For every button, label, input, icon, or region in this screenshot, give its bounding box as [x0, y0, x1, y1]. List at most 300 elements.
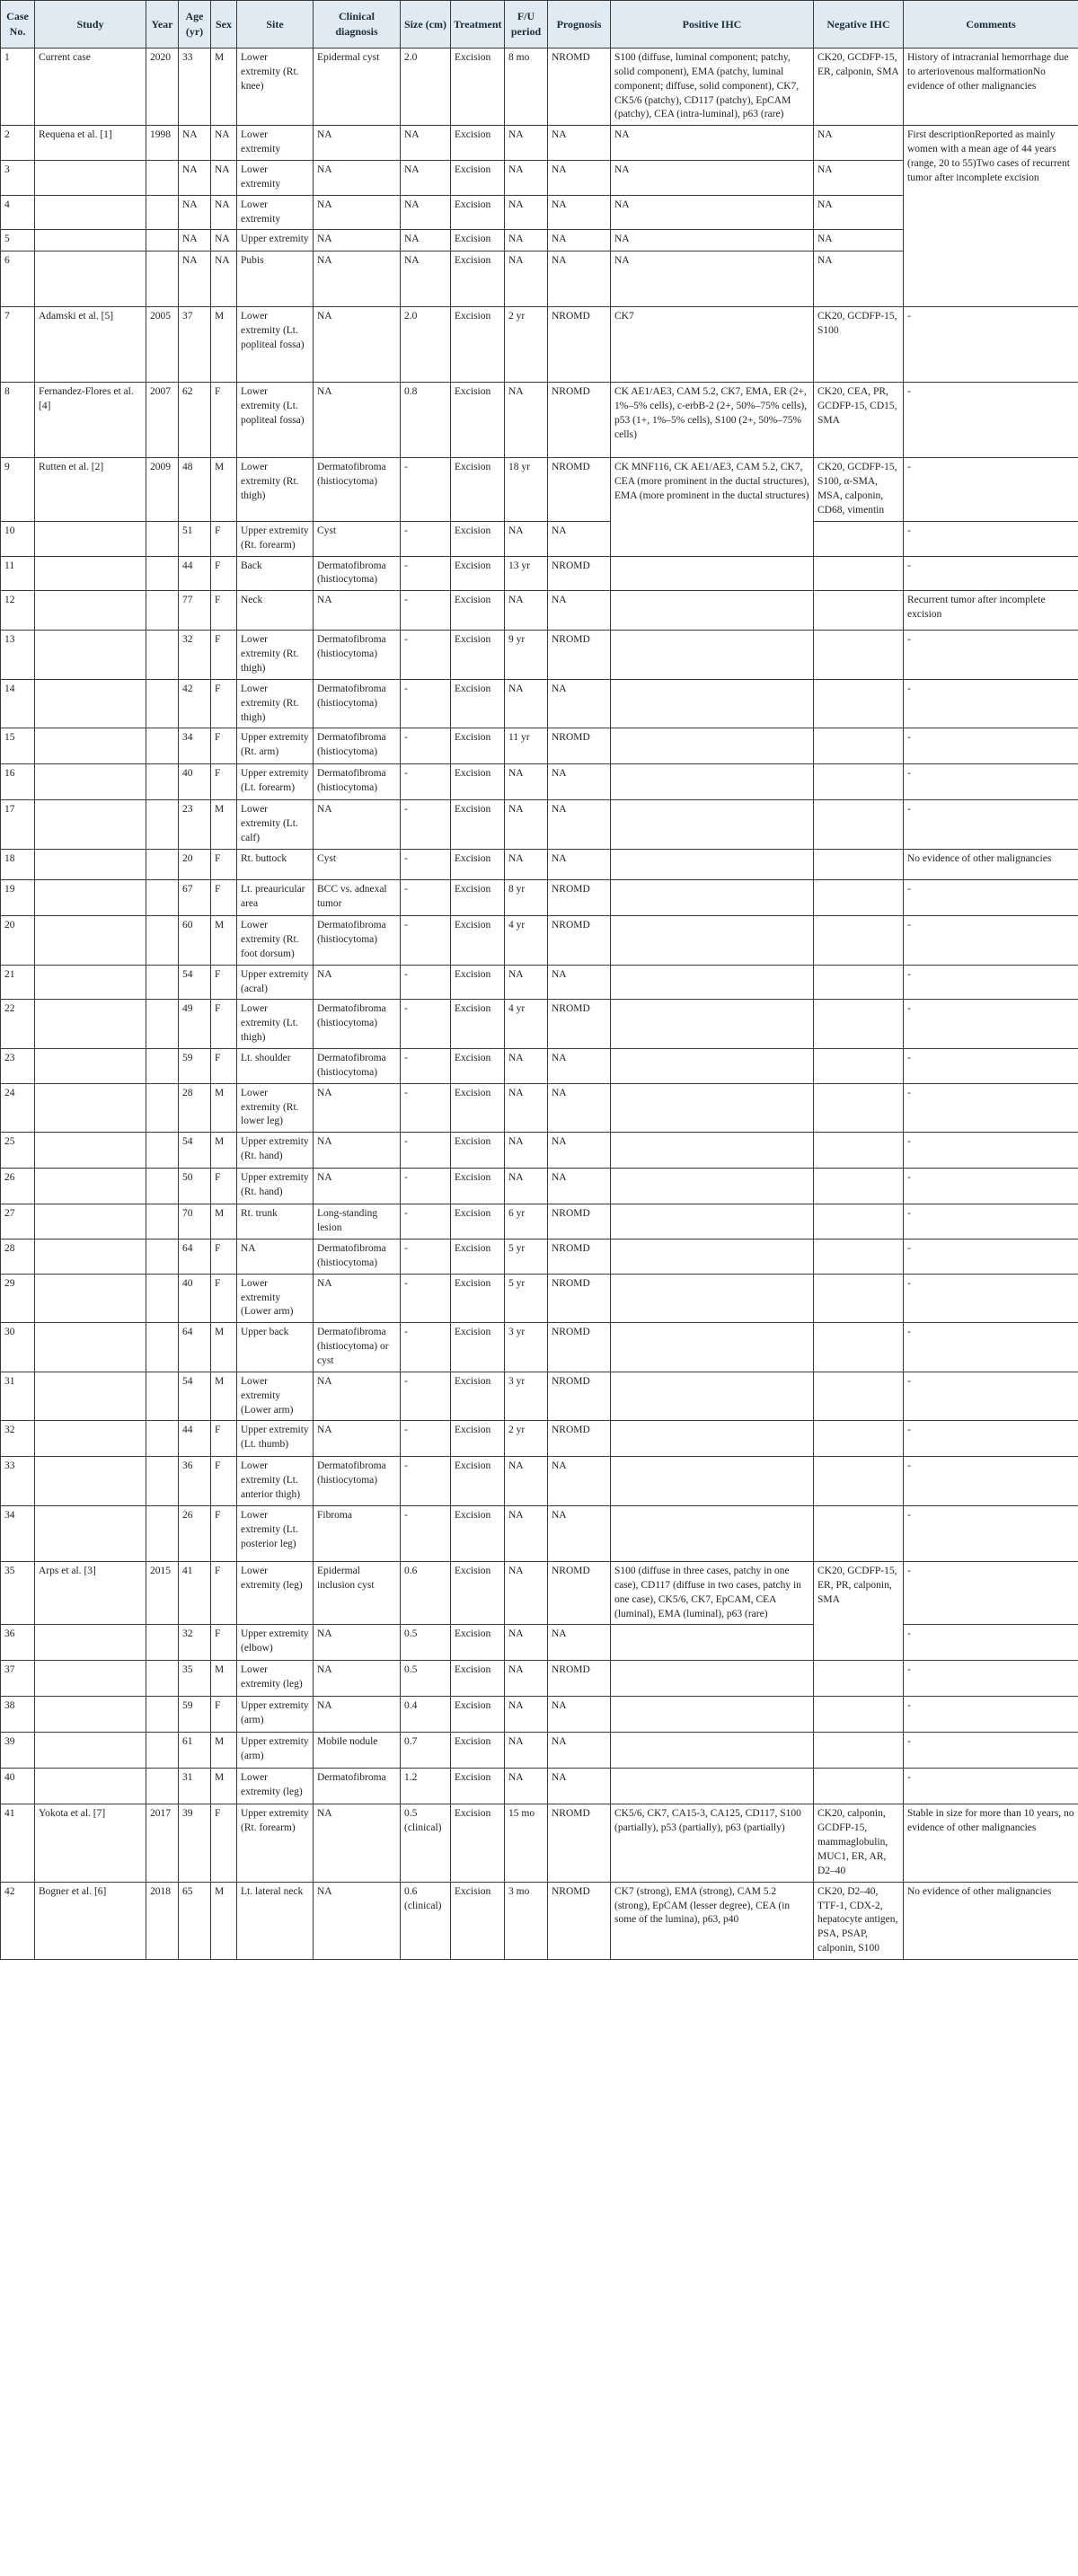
cell-sex: NA	[211, 161, 237, 196]
cell-age: 64	[179, 1323, 211, 1372]
cell-positive-ihc	[611, 1083, 814, 1133]
cell-treatment: Excision	[451, 1561, 505, 1624]
cell-study	[35, 965, 146, 1000]
cell-site: Lt. preauricular area	[237, 880, 314, 916]
cell-site: Lt. shoulder	[237, 1048, 314, 1083]
cell-age: 40	[179, 764, 211, 800]
cell-study	[35, 1239, 146, 1274]
cell-size: -	[401, 1274, 451, 1323]
cell-prognosis: NROMD	[548, 1204, 611, 1239]
cell-sex: M	[211, 1372, 237, 1421]
header-case-no: Case No.	[1, 1, 35, 49]
cell-fu-period: 11 yr	[505, 728, 548, 764]
cell-prognosis: NA	[548, 1133, 611, 1169]
cell-negative-ihc: NA	[814, 251, 904, 307]
cell-comments: -	[904, 916, 1078, 966]
table-row	[1, 591, 1078, 631]
cell-comments: -	[904, 1697, 1078, 1733]
cell-site: Rt. buttock	[237, 850, 314, 880]
header-row	[1, 1, 1078, 49]
cell-comments: -	[904, 521, 1078, 556]
cell-sex: M	[211, 1733, 237, 1769]
table-row	[1, 800, 1078, 850]
cell-study	[35, 1505, 146, 1561]
cell-fu-period: NA	[505, 230, 548, 251]
cell-prognosis: NROMD	[548, 916, 611, 966]
cell-clinical-diagnosis: NA	[314, 195, 401, 230]
cell-sex: F	[211, 679, 237, 728]
cell-negative-ihc	[814, 1323, 904, 1372]
cell-comments: -	[904, 1561, 1078, 1624]
cell-case-no: 34	[1, 1505, 35, 1561]
cell-case-no: 9	[1, 458, 35, 521]
cell-comments: -	[904, 556, 1078, 591]
cell-clinical-diagnosis: Epidermal inclusion cyst	[314, 1561, 401, 1624]
cell-positive-ihc: S100 (diffuse, luminal component; patchy, solid component), EMA (patchy, luminal component; diffuse, solid component), CK7, CK5/6 (patchy), CD117 (patchy), EpCAM (patchy), CEA (intra-luminal), p63 (rare)	[611, 49, 814, 126]
table-row	[1, 556, 1078, 591]
cell-negative-ihc	[814, 1769, 904, 1804]
cell-study	[35, 1204, 146, 1239]
cell-case-no: 37	[1, 1661, 35, 1697]
cell-study	[35, 1000, 146, 1049]
cell-fu-period: 2 yr	[505, 1421, 548, 1457]
cell-study	[35, 1169, 146, 1204]
cell-fu-period: NA	[505, 1133, 548, 1169]
cell-clinical-diagnosis: Cyst	[314, 850, 401, 880]
cell-site: Lower extremity	[237, 161, 314, 196]
cell-treatment: Excision	[451, 1697, 505, 1733]
cell-positive-ihc	[611, 1505, 814, 1561]
cell-treatment: Excision	[451, 307, 505, 383]
cell-site: Lower extremity	[237, 195, 314, 230]
cell-treatment: Excision	[451, 1083, 505, 1133]
cell-clinical-diagnosis: NA	[314, 1274, 401, 1323]
cell-treatment: Excision	[451, 1625, 505, 1661]
cell-prognosis: NROMD	[548, 458, 611, 521]
cell-negative-ihc	[814, 1697, 904, 1733]
table-row	[1, 728, 1078, 764]
cell-clinical-diagnosis: NA	[314, 1372, 401, 1421]
cell-size: 2.0	[401, 49, 451, 126]
cell-case-no: 11	[1, 556, 35, 591]
cell-year	[146, 1239, 179, 1274]
cell-age: 44	[179, 556, 211, 591]
cell-age: 23	[179, 800, 211, 850]
cell-comments: -	[904, 1048, 1078, 1083]
cell-treatment: Excision	[451, 1882, 505, 1959]
cell-clinical-diagnosis: Epidermal cyst	[314, 49, 401, 126]
cell-sex: F	[211, 728, 237, 764]
cell-fu-period: NA	[505, 850, 548, 880]
cell-clinical-diagnosis: NA	[314, 251, 401, 307]
cell-prognosis: NROMD	[548, 1323, 611, 1372]
cell-prognosis: NROMD	[548, 1274, 611, 1323]
cell-prognosis: NA	[548, 1083, 611, 1133]
cell-treatment: Excision	[451, 679, 505, 728]
cell-treatment: Excision	[451, 880, 505, 916]
cell-negative-ihc	[814, 1204, 904, 1239]
cell-clinical-diagnosis: NA	[314, 126, 401, 161]
cell-fu-period: NA	[505, 800, 548, 850]
cell-size: -	[401, 916, 451, 966]
cell-treatment: Excision	[451, 230, 505, 251]
cell-fu-period: NA	[505, 1661, 548, 1697]
cell-age: NA	[179, 126, 211, 161]
cell-prognosis: NROMD	[548, 383, 611, 458]
cell-treatment: Excision	[451, 161, 505, 196]
cell-age: NA	[179, 161, 211, 196]
cell-positive-ihc	[611, 1661, 814, 1697]
cell-treatment: Excision	[451, 916, 505, 966]
table-row	[1, 1661, 1078, 1697]
table-row	[1, 916, 1078, 966]
cell-treatment: Excision	[451, 764, 505, 800]
cell-sex: M	[211, 1083, 237, 1133]
cell-comments: -	[904, 1421, 1078, 1457]
table-row	[1, 521, 1078, 556]
cell-clinical-diagnosis: Dermatofibroma (histiocytoma)	[314, 728, 401, 764]
cell-fu-period: 13 yr	[505, 556, 548, 591]
cell-case-no: 27	[1, 1204, 35, 1239]
cell-negative-ihc: CK20, CEA, PR, GCDFP-15, CD15, SMA	[814, 383, 904, 458]
cell-positive-ihc	[611, 850, 814, 880]
cell-year	[146, 1697, 179, 1733]
cell-comments: -	[904, 1769, 1078, 1804]
cell-fu-period: 15 mo	[505, 1804, 548, 1882]
header-year: Year	[146, 1, 179, 49]
cell-site: NA	[237, 1239, 314, 1274]
cell-size: 0.7	[401, 1733, 451, 1769]
cell-case-no: 28	[1, 1239, 35, 1274]
cell-treatment: Excision	[451, 965, 505, 1000]
cell-comments: First descriptionReported as mainly women with a mean age of 44 years (range, 20 to 55)Two cases of recurrent tumor after incomplete excision	[904, 126, 1078, 307]
cell-age: 54	[179, 1372, 211, 1421]
cell-treatment: Excision	[451, 631, 505, 680]
cell-site: Lower extremity (Rt. thigh)	[237, 631, 314, 680]
cell-negative-ihc: CK20, D2–40, TTF-1, CDX-2, hepatocyte antigen, PSA, PSAP, calponin, S100	[814, 1882, 904, 1959]
cell-comments: -	[904, 965, 1078, 1000]
cell-comments: No evidence of other malignancies	[904, 1882, 1078, 1959]
table-row	[1, 1561, 1078, 1624]
cell-sex: F	[211, 1561, 237, 1624]
cell-fu-period: NA	[505, 965, 548, 1000]
cell-site: Upper extremity	[237, 230, 314, 251]
cell-treatment: Excision	[451, 383, 505, 458]
cell-fu-period: NA	[505, 1733, 548, 1769]
cell-study	[35, 1048, 146, 1083]
cell-comments: -	[904, 880, 1078, 916]
cell-site: Lower extremity (Lt. calf)	[237, 800, 314, 850]
cell-year	[146, 521, 179, 556]
cell-prognosis: NA	[548, 764, 611, 800]
table-row	[1, 383, 1078, 458]
cell-site: Neck	[237, 591, 314, 631]
cell-treatment: Excision	[451, 556, 505, 591]
cell-year	[146, 1323, 179, 1372]
cell-prognosis: NA	[548, 679, 611, 728]
cell-study	[35, 679, 146, 728]
cell-case-no: 1	[1, 49, 35, 126]
cell-study	[35, 1661, 146, 1697]
cell-year	[146, 880, 179, 916]
cell-positive-ihc	[611, 1697, 814, 1733]
cell-positive-ihc: CK7	[611, 307, 814, 383]
cell-study	[35, 251, 146, 307]
cell-case-no: 12	[1, 591, 35, 631]
cell-fu-period: NA	[505, 251, 548, 307]
cell-treatment: Excision	[451, 1000, 505, 1049]
cell-year	[146, 251, 179, 307]
cell-prognosis: NA	[548, 161, 611, 196]
cell-clinical-diagnosis: Dermatofibroma (histiocytoma)	[314, 556, 401, 591]
cell-case-no: 38	[1, 1697, 35, 1733]
cell-study	[35, 1083, 146, 1133]
cell-fu-period: NA	[505, 161, 548, 196]
cell-positive-ihc	[611, 1169, 814, 1204]
cell-fu-period: NA	[505, 1083, 548, 1133]
cell-case-no: 25	[1, 1133, 35, 1169]
cell-study	[35, 916, 146, 966]
cell-fu-period: NA	[505, 1048, 548, 1083]
table-row	[1, 126, 1078, 161]
cell-size: 0.4	[401, 1697, 451, 1733]
cell-positive-ihc	[611, 631, 814, 680]
header-negative-ihc: Negative IHC	[814, 1, 904, 49]
cell-comments: -	[904, 1457, 1078, 1506]
cell-sex: F	[211, 1697, 237, 1733]
cell-prognosis: NA	[548, 1457, 611, 1506]
cell-year	[146, 631, 179, 680]
cell-fu-period: NA	[505, 1457, 548, 1506]
cell-prognosis: NROMD	[548, 1561, 611, 1624]
cell-size: 1.2	[401, 1769, 451, 1804]
cell-age: 32	[179, 1625, 211, 1661]
cell-year: 1998	[146, 126, 179, 161]
cell-positive-ihc: CK AE1/AE3, CAM 5.2, CK7, EMA, ER (2+, 1%–5% cells), c-erbB-2 (2+, 50%–75% cells), p53 (1+, 1%–5% cells), S100 (2+, 50%–75% cells)	[611, 383, 814, 458]
cell-clinical-diagnosis: Fibroma	[314, 1505, 401, 1561]
cell-treatment: Excision	[451, 1505, 505, 1561]
cell-treatment: Excision	[451, 458, 505, 521]
cell-study	[35, 1323, 146, 1372]
table-row	[1, 307, 1078, 383]
cell-age: 77	[179, 591, 211, 631]
cell-treatment: Excision	[451, 1323, 505, 1372]
cell-study: Bogner et al. [6]	[35, 1882, 146, 1959]
cell-study	[35, 230, 146, 251]
cell-case-no: 36	[1, 1625, 35, 1661]
cell-treatment: Excision	[451, 126, 505, 161]
cell-clinical-diagnosis: Dermatofibroma (histiocytoma)	[314, 631, 401, 680]
cell-treatment: Excision	[451, 251, 505, 307]
cell-negative-ihc: NA	[814, 161, 904, 196]
cell-clinical-diagnosis: Long-standing lesion	[314, 1204, 401, 1239]
cell-case-no: 14	[1, 679, 35, 728]
cell-clinical-diagnosis: NA	[314, 1804, 401, 1882]
cell-age: 41	[179, 1561, 211, 1624]
cell-clinical-diagnosis: NA	[314, 965, 401, 1000]
cell-positive-ihc	[611, 556, 814, 591]
cell-year: 2009	[146, 458, 179, 521]
cell-positive-ihc	[611, 1274, 814, 1323]
cell-clinical-diagnosis: Dermatofibroma (histiocytoma)	[314, 1457, 401, 1506]
cell-case-no: 17	[1, 800, 35, 850]
cell-size: -	[401, 631, 451, 680]
cell-positive-ihc	[611, 1000, 814, 1049]
cell-fu-period: 2 yr	[505, 307, 548, 383]
cell-comments: -	[904, 1625, 1078, 1661]
cell-size: -	[401, 458, 451, 521]
cell-case-no: 30	[1, 1323, 35, 1372]
cell-sex: F	[211, 521, 237, 556]
cell-sex: F	[211, 1804, 237, 1882]
cell-site: Lower extremity (Lt. anterior thigh)	[237, 1457, 314, 1506]
cell-negative-ihc	[814, 916, 904, 966]
cell-year	[146, 1505, 179, 1561]
cell-negative-ihc	[814, 1239, 904, 1274]
cell-treatment: Excision	[451, 1048, 505, 1083]
cell-prognosis: NROMD	[548, 1239, 611, 1274]
cell-clinical-diagnosis: NA	[314, 1697, 401, 1733]
header-age: Age (yr)	[179, 1, 211, 49]
cell-year	[146, 195, 179, 230]
cell-fu-period: 3 mo	[505, 1882, 548, 1959]
cell-sex: M	[211, 916, 237, 966]
cell-year	[146, 916, 179, 966]
table-row	[1, 458, 1078, 521]
cell-year: 2020	[146, 49, 179, 126]
cell-prognosis: NA	[548, 1048, 611, 1083]
cell-fu-period: NA	[505, 679, 548, 728]
cell-negative-ihc: NA	[814, 195, 904, 230]
cell-positive-ihc: NA	[611, 230, 814, 251]
cell-study	[35, 1372, 146, 1421]
table-row	[1, 631, 1078, 680]
cell-treatment: Excision	[451, 1804, 505, 1882]
cell-age: 31	[179, 1769, 211, 1804]
cell-study	[35, 631, 146, 680]
cell-sex: F	[211, 850, 237, 880]
cell-site: Lower extremity (Lt. popliteal fossa)	[237, 307, 314, 383]
cell-fu-period: 3 yr	[505, 1323, 548, 1372]
cell-clinical-diagnosis: Dermatofibroma (histiocytoma)	[314, 764, 401, 800]
cell-negative-ihc	[814, 1000, 904, 1049]
cell-prognosis: NA	[548, 965, 611, 1000]
cell-age: 62	[179, 383, 211, 458]
cell-treatment: Excision	[451, 195, 505, 230]
cell-treatment: Excision	[451, 1204, 505, 1239]
cell-sex: F	[211, 1421, 237, 1457]
cell-size: -	[401, 1421, 451, 1457]
cell-treatment: Excision	[451, 850, 505, 880]
table-row	[1, 679, 1078, 728]
cell-size: -	[401, 521, 451, 556]
cell-size: 0.5	[401, 1625, 451, 1661]
cell-negative-ihc	[814, 1457, 904, 1506]
table-row	[1, 1457, 1078, 1506]
cell-year	[146, 679, 179, 728]
cell-year: 2005	[146, 307, 179, 383]
cell-site: Lower extremity (Rt. thigh)	[237, 679, 314, 728]
table-row	[1, 1733, 1078, 1769]
header-size: Size (cm)	[401, 1, 451, 49]
cell-sex: NA	[211, 251, 237, 307]
cell-prognosis: NROMD	[548, 1000, 611, 1049]
cell-positive-ihc	[611, 1421, 814, 1457]
cell-clinical-diagnosis: NA	[314, 161, 401, 196]
cell-study: Yokota et al. [7]	[35, 1804, 146, 1882]
cell-negative-ihc	[814, 1169, 904, 1204]
cell-case-no: 10	[1, 521, 35, 556]
cell-sex: NA	[211, 126, 237, 161]
cell-positive-ihc	[611, 1323, 814, 1372]
cell-size: -	[401, 1000, 451, 1049]
cell-comments: -	[904, 679, 1078, 728]
cell-study	[35, 850, 146, 880]
cell-clinical-diagnosis: Cyst	[314, 521, 401, 556]
cell-year: 2015	[146, 1561, 179, 1624]
cell-size: -	[401, 1372, 451, 1421]
cell-sex: F	[211, 1457, 237, 1506]
cell-clinical-diagnosis: Dermatofibroma (histiocytoma)	[314, 1048, 401, 1083]
cell-negative-ihc	[814, 556, 904, 591]
cell-size: -	[401, 1204, 451, 1239]
cell-age: 34	[179, 728, 211, 764]
cell-case-no: 31	[1, 1372, 35, 1421]
cell-case-no: 35	[1, 1561, 35, 1624]
cell-comments: -	[904, 1274, 1078, 1323]
cell-negative-ihc	[814, 1083, 904, 1133]
cell-positive-ihc	[611, 916, 814, 966]
cell-positive-ihc: NA	[611, 161, 814, 196]
cell-prognosis: NROMD	[548, 728, 611, 764]
cell-site: Lower extremity (Lt. thigh)	[237, 1000, 314, 1049]
cell-year	[146, 230, 179, 251]
cell-negative-ihc	[814, 1421, 904, 1457]
cell-year	[146, 764, 179, 800]
cell-age: 61	[179, 1733, 211, 1769]
cell-site: Upper extremity (Rt. arm)	[237, 728, 314, 764]
cell-size: -	[401, 1505, 451, 1561]
cell-age: 59	[179, 1697, 211, 1733]
cell-year	[146, 965, 179, 1000]
cell-year	[146, 1274, 179, 1323]
cell-site: Lower extremity (Rt. thigh)	[237, 458, 314, 521]
cell-size: -	[401, 1323, 451, 1372]
cell-year	[146, 1083, 179, 1133]
cell-clinical-diagnosis: NA	[314, 230, 401, 251]
cell-clinical-diagnosis: BCC vs. adnexal tumor	[314, 880, 401, 916]
cell-year	[146, 556, 179, 591]
cell-sex: F	[211, 1169, 237, 1204]
table-row	[1, 1769, 1078, 1804]
cell-site: Upper back	[237, 1323, 314, 1372]
cell-negative-ihc: CK20, GCDFP-15, S100, α-SMA, MSA, calponin, CD68, vimentin	[814, 458, 904, 521]
cell-study	[35, 1133, 146, 1169]
cell-fu-period: NA	[505, 1769, 548, 1804]
cell-prognosis: NROMD	[548, 1372, 611, 1421]
cell-site: Lower extremity (Lt. posterior leg)	[237, 1505, 314, 1561]
cell-fu-period: 18 yr	[505, 458, 548, 521]
header-study: Study	[35, 1, 146, 49]
cell-sex: M	[211, 49, 237, 126]
cell-study: Arps et al. [3]	[35, 1561, 146, 1624]
cell-study	[35, 800, 146, 850]
cell-size: -	[401, 1169, 451, 1204]
cell-fu-period: 9 yr	[505, 631, 548, 680]
cell-positive-ihc	[611, 1625, 814, 1661]
cell-clinical-diagnosis: NA	[314, 800, 401, 850]
cell-negative-ihc: CK20, GCDFP-15, S100	[814, 307, 904, 383]
